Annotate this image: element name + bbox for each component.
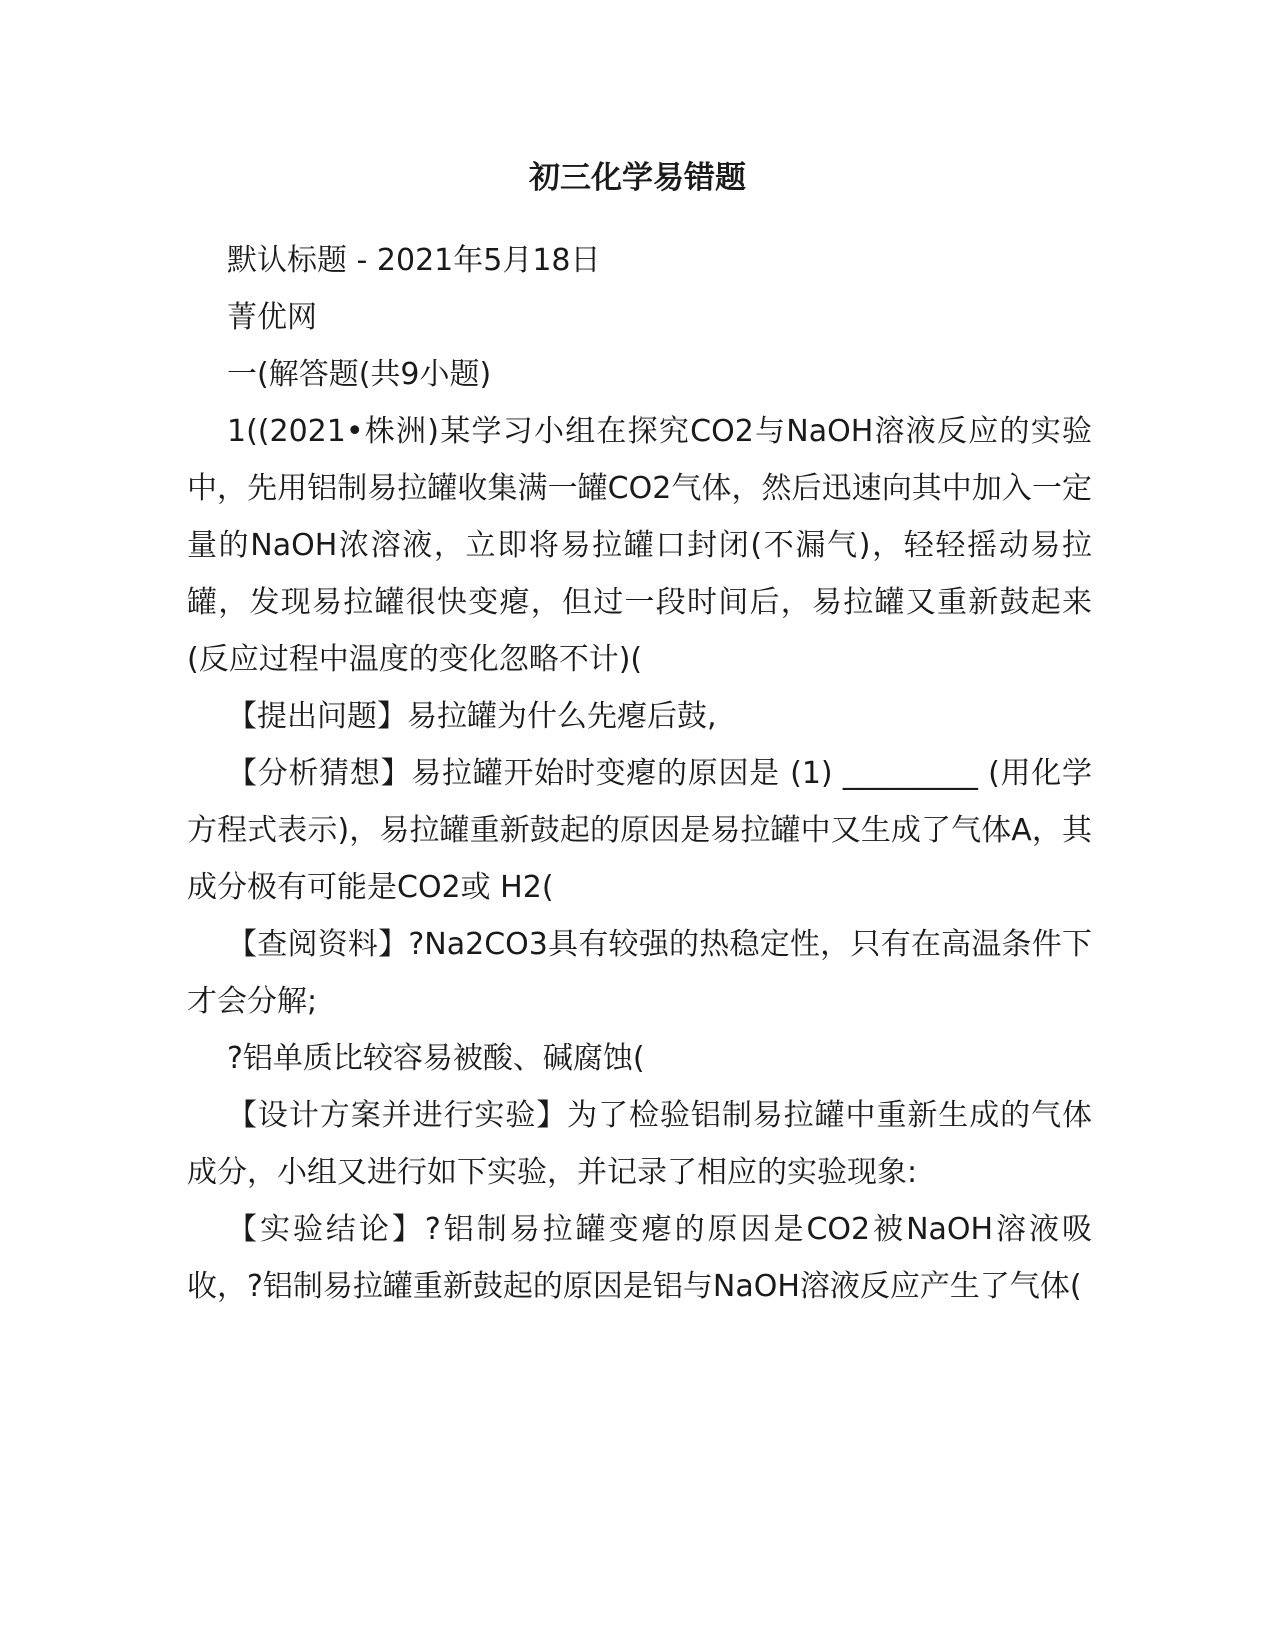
- paragraph-date: 默认标题 - 2021年5月18日: [227, 243, 601, 278]
- paragraph-analysis: 【分析猜想】易拉罐开始时变瘪的原因是 (1) _________ (用化学方程式表示)，易拉罐重新鼓起的原因是易拉罐中又生成了气体A，其成分极有可能是CO2或 H2(: [187, 756, 1092, 905]
- paragraph-reference-1: 【查阅资料】?Na2CO3具有较强的热稳定性，只有在高温条件下才会分解;: [187, 927, 1092, 1019]
- paragraph-conclusion: 【实验结论】?铝制易拉罐变瘪的原因是CO2被NaOH溶液吸收，?铝制易拉罐重新鼓起的原因是铝与NaOH溶液反应产生了气体(: [187, 1212, 1092, 1304]
- paragraph-source: 菁优网: [227, 300, 317, 335]
- paragraph-section-heading: 一(解答题(共9小题): [227, 357, 492, 392]
- paragraph-raise-question: 【提出问题】易拉罐为什么先瘪后鼓,: [227, 699, 717, 734]
- document-title: 初三化学易错题: [529, 160, 746, 196]
- paragraph-design-experiment: 【设计方案并进行实验】为了检验铝制易拉罐中重新生成的气体成分，小组又进行如下实验，并记录了相应的实验现象:: [187, 1098, 1092, 1190]
- paragraph-reference-2: ?铝单质比较容易被酸、碱腐蚀(: [227, 1041, 645, 1076]
- paragraph-question-1: 1((2021•株洲)某学习小组在探究CO2与NaOH溶液反应的实验中，先用铝制易拉罐收集满一罐CO2气体，然后迅速向其中加入一定量的NaOH浓溶液，立即将易拉罐口封闭(不漏气)，轻轻摇动易拉罐，发现易拉罐很快变瘪，但过一段时间后，易拉罐又重新鼓起来(反应过程中温度的变化忽略不计)(: [187, 414, 1092, 677]
- document-body: [187, 232, 1092, 1315]
